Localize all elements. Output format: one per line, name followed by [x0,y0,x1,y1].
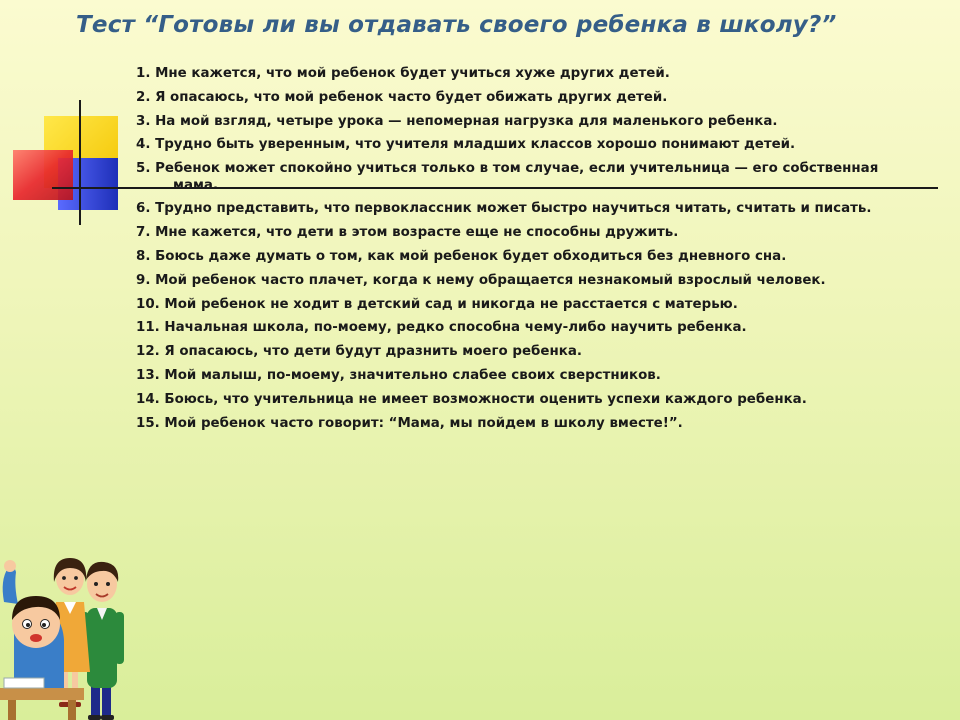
question-item: 6. Трудно представить, что первоклассник может быстро научиться читать, считать и писать. [136,201,872,217]
question-item: 10. Мой ребенок не ходит в детский сад и никогда не расстается с матерью. [136,296,738,312]
question-item: 15. Мой ребенок часто говорит: “Мама, мы пойдем в школу вместе!”. [136,415,683,431]
question-item: 4. Трудно быть уверенным, что учителя младших классов хорошо понимают детей. [136,137,796,153]
question-item: 1. Мне кажется, что мой ребенок будет учиться хуже других детей. [136,66,670,81]
family-clipart-icon [0,540,145,720]
question-item: 14. Боюсь, что учительница не имеет возможности оценить успехи каждого ребенка. [136,391,807,407]
yellow-square-icon [44,116,118,188]
question-item: 7. Мне кажется, что дети в этом возрасте еще не способны дружить. [136,225,679,241]
slide-title: Тест “Готовы ли вы отдавать своего ребенка в школу?” [76,12,837,38]
question-list [136,66,926,439]
question-item: 11. Начальная школа, по-моему, редко способна чему-либо научить ребенка. [136,320,747,336]
question-item: 5. Ребенок может спокойно учиться только в том случае, если учительница — его собственная мама. [136,161,879,193]
question-item: 2. Я опасаюсь, что мой ребенок часто будет обижать других детей. [136,89,668,105]
red-square-icon [13,150,73,200]
question-item: 3. На мой взгляд, четыре урока — непомерная нагрузка для маленького ребенка. [136,113,778,129]
question-item: 13. Мой малыш, по-моему, значительно слабее своих сверстников. [136,368,661,384]
question-item: 8. Боюсь даже думать о том, как мой ребенок будет обходиться без дневного сна. [136,249,787,265]
question-item: 9. Мой ребенок часто плачет, когда к нему обращается незнакомый взрослый человек. [136,272,826,288]
blue-square-icon [58,158,118,210]
question-item: 12. Я опасаюсь, что дети будут дразнить моего ребенка. [136,344,582,360]
